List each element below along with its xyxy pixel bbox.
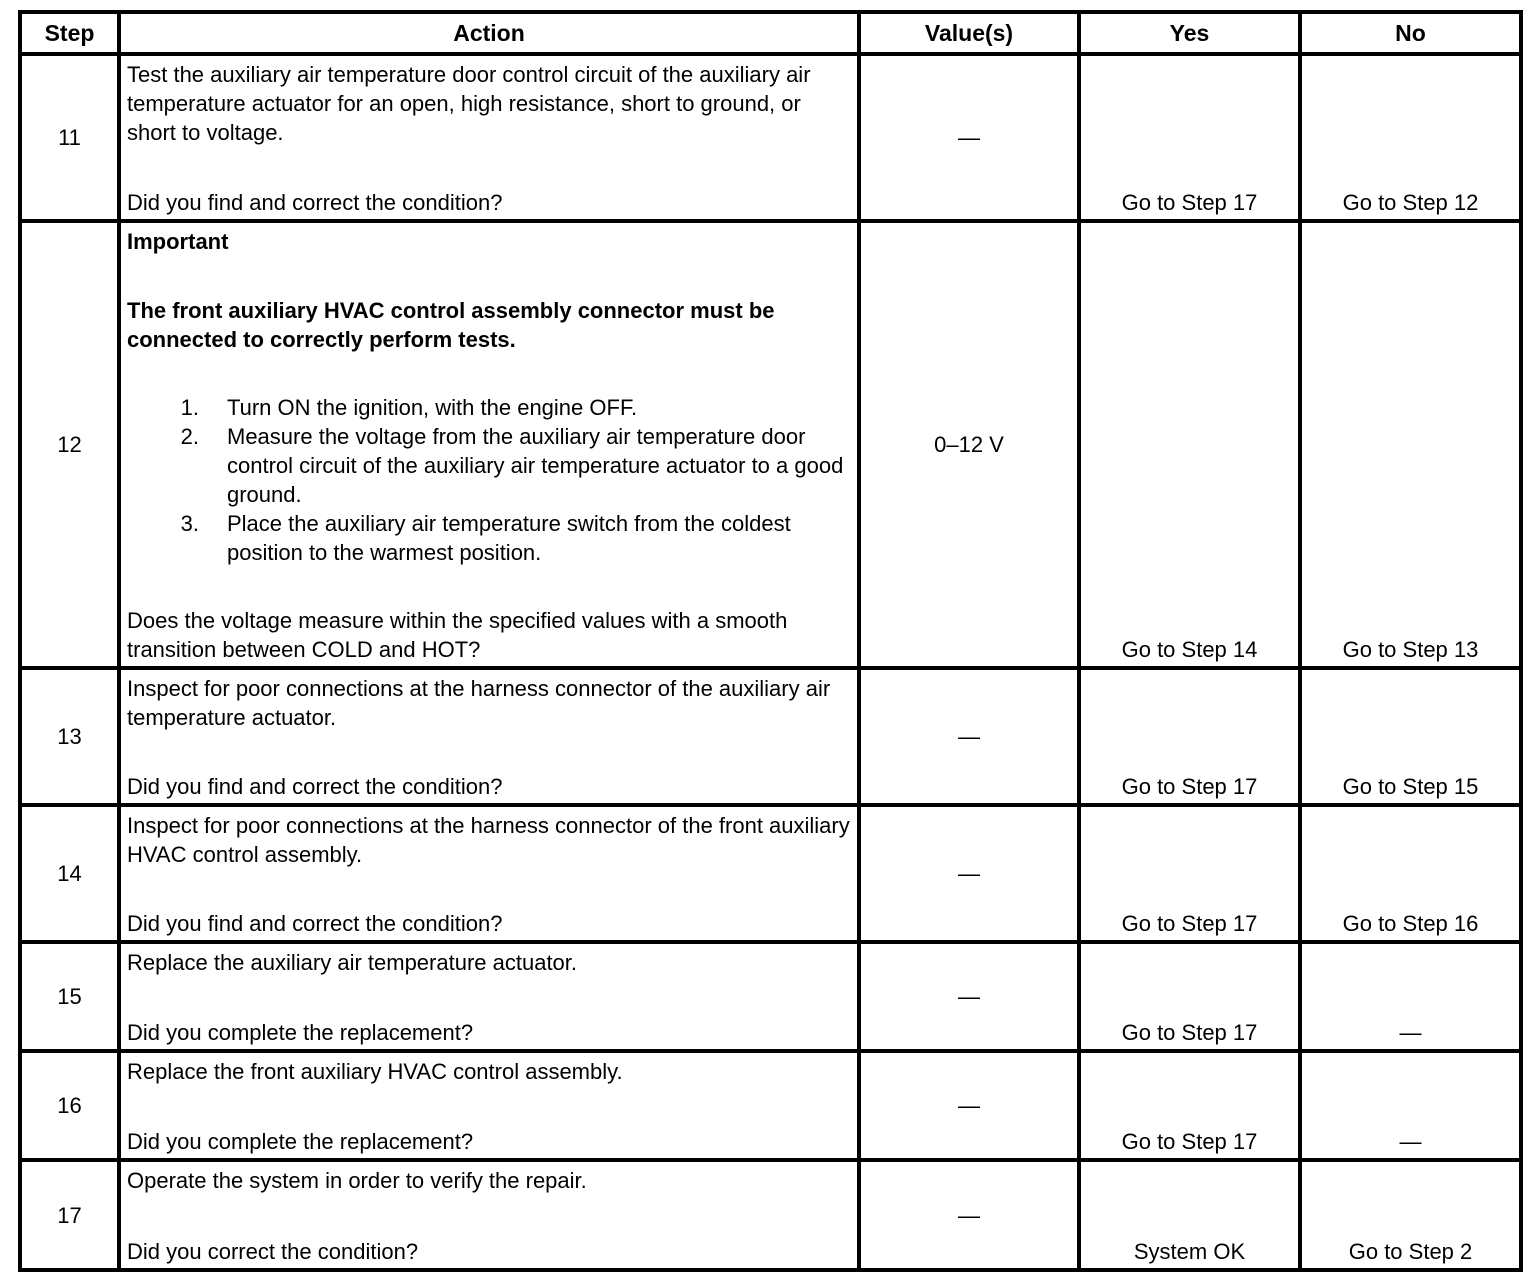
action-question: Did you complete the replacement? bbox=[127, 1020, 474, 1045]
table-row bbox=[20, 54, 1521, 221]
action-cell bbox=[119, 1051, 859, 1160]
action-question: Did you find and correct the condition? bbox=[127, 774, 503, 799]
header-action: Action bbox=[119, 12, 859, 54]
list-item bbox=[127, 393, 851, 422]
yes-cell: System OK bbox=[1079, 1160, 1300, 1270]
action-question: Does the voltage measure within the specified values with a smooth transition between COLD and HOT? bbox=[127, 608, 788, 662]
yes-cell: Go to Step 17 bbox=[1079, 54, 1300, 221]
substep-text: Turn ON the ignition, with the engine OFF. bbox=[227, 395, 638, 420]
yes-cell: Go to Step 17 bbox=[1079, 668, 1300, 805]
important-note: The front auxiliary HVAC control assembly connector must be connected to correctly perform tests. bbox=[127, 298, 775, 352]
no-cell: Go to Step 16 bbox=[1300, 805, 1521, 942]
no-cell: Go to Step 13 bbox=[1300, 221, 1521, 668]
substep-number: 3. bbox=[180, 511, 199, 536]
value-cell: — bbox=[859, 942, 1079, 1051]
header-yes: Yes bbox=[1079, 12, 1300, 54]
table-row bbox=[20, 942, 1521, 1051]
yes-cell: Go to Step 17 bbox=[1079, 942, 1300, 1051]
step-number: 11 bbox=[20, 54, 119, 221]
table-row bbox=[20, 1051, 1521, 1160]
yes-cell: Go to Step 17 bbox=[1079, 805, 1300, 942]
header-row bbox=[20, 12, 1521, 54]
action-cell bbox=[119, 805, 859, 942]
yes-cell: Go to Step 14 bbox=[1079, 221, 1300, 668]
action-text: Inspect for poor connections at the harness connector of the front auxiliary HVAC control assembly. bbox=[127, 813, 850, 867]
substep-number: 1. bbox=[180, 395, 199, 420]
value-cell: — bbox=[859, 668, 1079, 805]
table-row bbox=[20, 221, 1521, 668]
value-cell: — bbox=[859, 1051, 1079, 1160]
action-text: Operate the system in order to verify the repair. bbox=[127, 1168, 587, 1193]
step-number: 14 bbox=[20, 805, 119, 942]
action-cell bbox=[119, 54, 859, 221]
value-cell: — bbox=[859, 1160, 1079, 1270]
action-question: Did you correct the condition? bbox=[127, 1239, 419, 1264]
step-number: 12 bbox=[20, 221, 119, 668]
table-row bbox=[20, 805, 1521, 942]
value-cell: — bbox=[859, 54, 1079, 221]
action-cell bbox=[119, 1160, 859, 1270]
table-row bbox=[20, 668, 1521, 805]
value-cell: 0–12 V bbox=[859, 221, 1079, 668]
list-item bbox=[127, 422, 851, 509]
substep-list bbox=[127, 393, 851, 567]
action-question: Did you find and correct the condition? bbox=[127, 190, 503, 215]
action-cell bbox=[119, 942, 859, 1051]
no-cell: — bbox=[1300, 942, 1521, 1051]
no-cell: Go to Step 12 bbox=[1300, 54, 1521, 221]
yes-cell: Go to Step 17 bbox=[1079, 1051, 1300, 1160]
action-cell bbox=[119, 221, 859, 668]
step-number: 13 bbox=[20, 668, 119, 805]
action-cell bbox=[119, 668, 859, 805]
step-number: 15 bbox=[20, 942, 119, 1051]
header-values: Value(s) bbox=[859, 12, 1079, 54]
no-cell: Go to Step 2 bbox=[1300, 1160, 1521, 1270]
diagnostic-table bbox=[18, 10, 1523, 1272]
action-text: Replace the front auxiliary HVAC control assembly. bbox=[127, 1059, 623, 1084]
no-cell: — bbox=[1300, 1051, 1521, 1160]
header-no: No bbox=[1300, 12, 1521, 54]
step-number: 17 bbox=[20, 1160, 119, 1270]
action-question: Did you find and correct the condition? bbox=[127, 911, 503, 936]
action-text: Inspect for poor connections at the harness connector of the auxiliary air temperature actuator. bbox=[127, 676, 831, 730]
action-question: Did you complete the replacement? bbox=[127, 1129, 474, 1154]
substep-text: Measure the voltage from the auxiliary air temperature door control circuit of the auxiliary air temperature actuator to a good ground. bbox=[227, 424, 844, 507]
step-number: 16 bbox=[20, 1051, 119, 1160]
substep-number: 2. bbox=[180, 424, 199, 449]
action-text: Replace the auxiliary air temperature actuator. bbox=[127, 950, 578, 975]
header-step: Step bbox=[20, 12, 119, 54]
no-cell: Go to Step 15 bbox=[1300, 668, 1521, 805]
list-item bbox=[127, 509, 851, 567]
table-row bbox=[20, 1160, 1521, 1270]
action-text: Test the auxiliary air temperature door control circuit of the auxiliary air temperature actuator for an open, high resistance, short to ground, or short to voltage. bbox=[127, 62, 811, 145]
important-label: Important bbox=[127, 229, 229, 254]
substep-text: Place the auxiliary air temperature switch from the coldest position to the warmest position. bbox=[227, 511, 791, 565]
value-cell: — bbox=[859, 805, 1079, 942]
